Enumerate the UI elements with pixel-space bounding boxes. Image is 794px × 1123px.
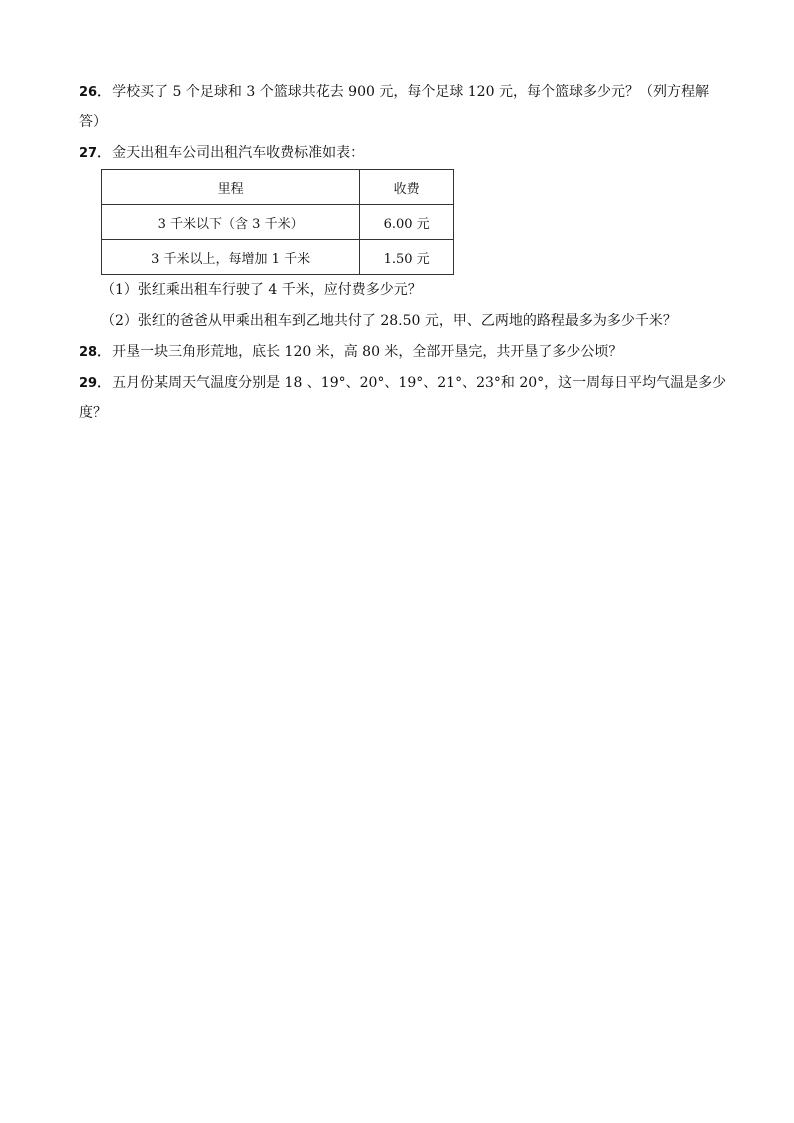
question-29-number: 29． <box>79 376 111 391</box>
question-27-text: 金天出租车公司出租汽车收费标准如表： <box>112 145 365 161</box>
fee-table <box>101 169 454 275</box>
question-28-line <box>79 342 622 363</box>
fee-table-cell: 6.00 元 <box>360 205 454 240</box>
question-27-sub-2: （2）张红的爸爸从甲乘出租车到乙地共付了 28.50 元，甲、乙两地的路程最多为多少千米？ <box>101 313 677 329</box>
question-29-line-1 <box>79 373 726 394</box>
question-28-text: 开垦一块三角形荒地，底长 120 米，高 80 米，全部开垦完，共开垦了多少公顷？ <box>112 344 623 360</box>
table-row <box>102 240 454 275</box>
question-29-line-2: 度？ <box>79 405 107 421</box>
question-26-line-1 <box>79 82 709 103</box>
question-27-number: 27． <box>79 146 111 161</box>
question-26-number: 26． <box>79 85 111 100</box>
fee-table-header-fee: 收费 <box>360 170 454 205</box>
question-27-sub-1: （1）张红乘出租车行驶了 4 千米，应付费多少元？ <box>101 282 422 298</box>
fee-table-header-distance: 里程 <box>102 170 360 205</box>
table-row <box>102 205 454 240</box>
question-26-text: 学校买了 5 个足球和 3 个篮球共花去 900 元，每个足球 120 元，每个篮球多少元？（列方程解 <box>112 84 709 100</box>
fee-table-header-row <box>102 170 454 205</box>
question-27-line <box>79 143 364 164</box>
question-28-number: 28． <box>79 345 111 360</box>
question-29-text: 五月份某周天气温度分别是 18 、19°、20°、19°、21°、23°和 20°，这一周每日平均气温是多少 <box>112 375 727 391</box>
question-26-line-2: 答） <box>79 114 107 130</box>
fee-table-cell: 1.50 元 <box>360 240 454 275</box>
fee-table-cell: 3 千米以上，每增加 1 千米 <box>102 240 360 275</box>
fee-table-cell: 3 千米以下（含 3 千米） <box>102 205 360 240</box>
